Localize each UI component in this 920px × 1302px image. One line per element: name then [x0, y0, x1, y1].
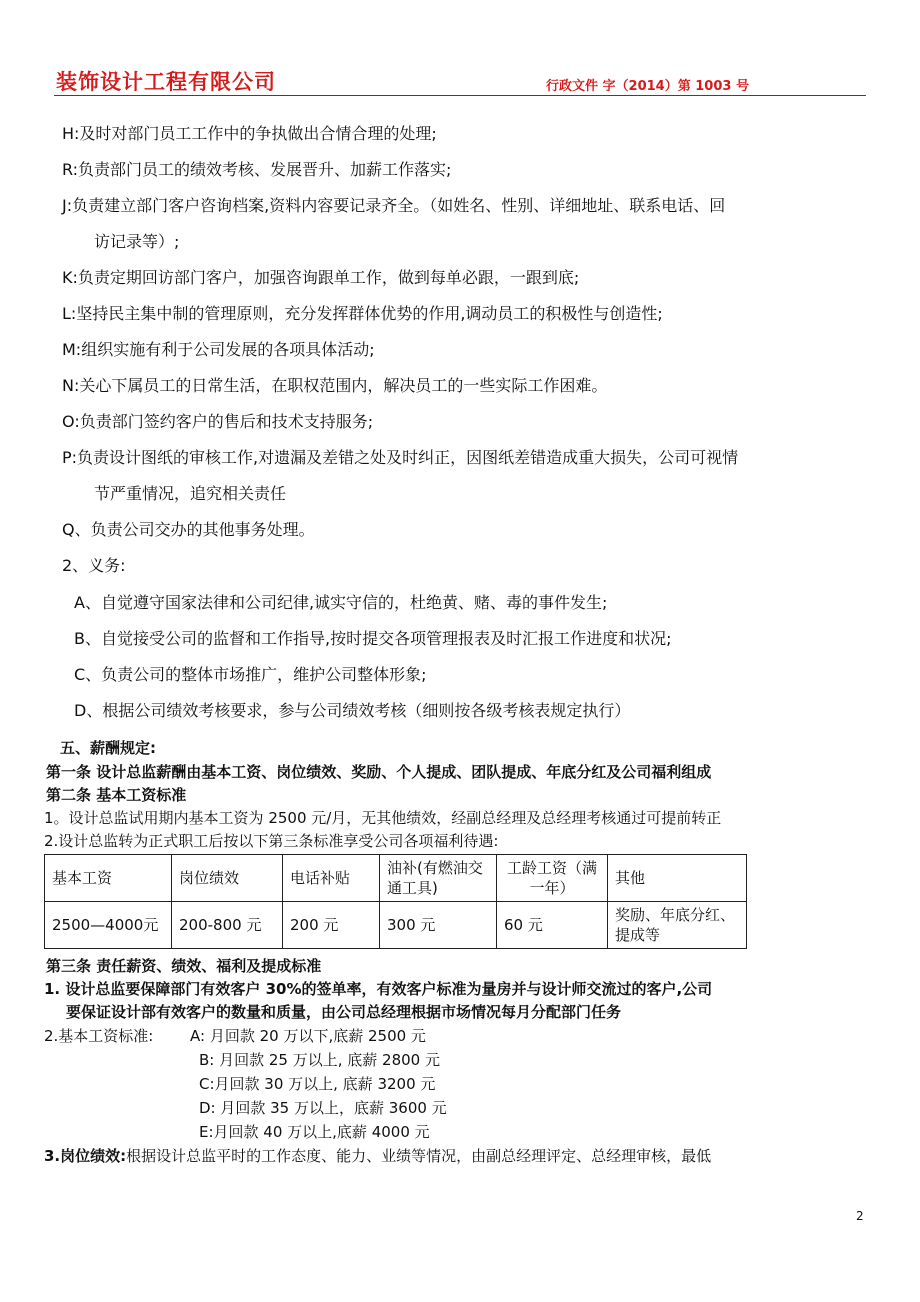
duty-item: R:负责部门员工的绩效考核、发展晋升、加薪工作落实; — [62, 160, 452, 179]
article-3: 第三条 责任薪资、绩效、福利及提成标准 — [46, 957, 322, 975]
base-salary-label: 2.基本工资标准: — [44, 1027, 154, 1045]
regular-paragraph: 2.设计总监转为正式职工后按以下第三条标准享受公司各项福利待遇: — [44, 832, 499, 850]
table-cell: 60 元 — [497, 902, 608, 949]
base-salary-tier: A: 月回款 20 万以下,底薪 2500 元 — [190, 1027, 426, 1045]
duty-item: K:负责定期回访部门客户，加强咨询跟单工作，做到每单必跟，一跟到底; — [62, 268, 580, 287]
table-cell: 200-800 元 — [172, 902, 283, 949]
duty-item: O:负责部门签约客户的售后和技术支持服务; — [62, 412, 374, 431]
table-header-cell: 岗位绩效 — [172, 855, 283, 902]
duty-item: M:组织实施有利于公司发展的各项具体活动; — [62, 340, 375, 359]
table-header-cell: 基本工资 — [45, 855, 172, 902]
page-number: 2 — [856, 1209, 864, 1223]
obligation-item: B、自觉接受公司的监督和工作指导,按时提交各项管理报表及时汇报工作进度和状况; — [74, 629, 672, 648]
article-3-item-1: 1. 设计总监要保障部门有效客户 30%的签单率，有效客户标准为量房并与设计师交流过的客户,公司 — [44, 980, 713, 998]
document-reference: 行政文件 字（2014）第 1003 号 — [546, 79, 749, 94]
duty-item: N:关心下属员工的日常生活，在职权范围内，解决员工的一些实际工作困难。 — [62, 376, 608, 395]
salary-table — [44, 854, 747, 949]
base-salary-tier: B: 月回款 25 万以上, 底薪 2800 元 — [199, 1051, 440, 1069]
table-header-row — [45, 855, 747, 902]
table-row — [45, 902, 747, 949]
base-salary-tier: E:月回款 40 万以上,底薪 4000 元 — [199, 1123, 430, 1141]
table-cell: 200 元 — [283, 902, 380, 949]
table-cell: 2500—4000元 — [45, 902, 172, 949]
duty-item: Q、负责公司交办的其他事务处理。 — [62, 520, 315, 539]
company-name: 装饰设计工程有限公司 — [56, 70, 276, 94]
probation-paragraph: 1。设计总监试用期内基本工资为 2500 元/月，无其他绩效，经副总经理及总经理考核通过可提前转正 — [44, 809, 722, 827]
duty-item-continuation: 节严重情况，追究相关责任 — [94, 484, 287, 503]
table-cell: 奖励、年底分红、提成等 — [608, 902, 747, 949]
obligations-title: 2、义务: — [62, 556, 126, 575]
header-divider — [54, 95, 866, 96]
table-header-cell: 其他 — [608, 855, 747, 902]
duty-item: L:坚持民主集中制的管理原则，充分发挥群体优势的作用,调动员工的积极性与创造性; — [62, 304, 663, 323]
position-performance-text: 根据设计总监平时的工作态度、能力、业绩等情况，由副总经理评定、总经理审核，最低 — [126, 1147, 712, 1165]
duty-item-continuation: 访记录等）; — [94, 232, 180, 251]
obligation-item: A、自觉遵守国家法律和公司纪律,诚实守信的，杜绝黄、赌、毒的事件发生; — [74, 593, 608, 612]
duty-item: H:及时对部门员工工作中的争执做出合情合理的处理; — [62, 124, 437, 143]
table-header-cell: 工龄工资（满一年） — [497, 855, 608, 902]
table-cell: 300 元 — [380, 902, 497, 949]
base-salary-tier: C:月回款 30 万以上, 底薪 3200 元 — [199, 1075, 436, 1093]
obligation-item: D、根据公司绩效考核要求，参与公司绩效考核（细则按各级考核表规定执行） — [74, 701, 631, 720]
table-header-cell: 油补(有燃油交通工具) — [380, 855, 497, 902]
duty-item: J:负责建立部门客户咨询档案,资料内容要记录齐全。（如姓名、性别、详细地址、联系电话、回 — [62, 196, 726, 215]
base-salary-tier: D: 月回款 35 万以上，底薪 3600 元 — [199, 1099, 447, 1117]
salary-section-title: 五、薪酬规定: — [60, 739, 156, 757]
duty-item: P:负责设计图纸的审核工作,对遗漏及差错之处及时纠正，因图纸差错造成重大损失，公司可视情 — [62, 448, 739, 467]
article-3-item-1-continuation: 要保证设计部有效客户的数量和质量，由公司总经理根据市场情况每月分配部门任务 — [66, 1003, 622, 1021]
article-1: 第一条 设计总监薪酬由基本工资、岗位绩效、奖励、个人提成、团队提成、年底分红及公司福利组成 — [46, 763, 712, 781]
position-performance-label: 3.岗位绩效: — [44, 1147, 127, 1165]
article-2: 第二条 基本工资标准 — [46, 786, 187, 804]
position-performance-paragraph — [44, 1146, 711, 1166]
table-header-cell: 电话补贴 — [283, 855, 380, 902]
obligation-item: C、负责公司的整体市场推广，维护公司整体形象; — [74, 665, 427, 684]
